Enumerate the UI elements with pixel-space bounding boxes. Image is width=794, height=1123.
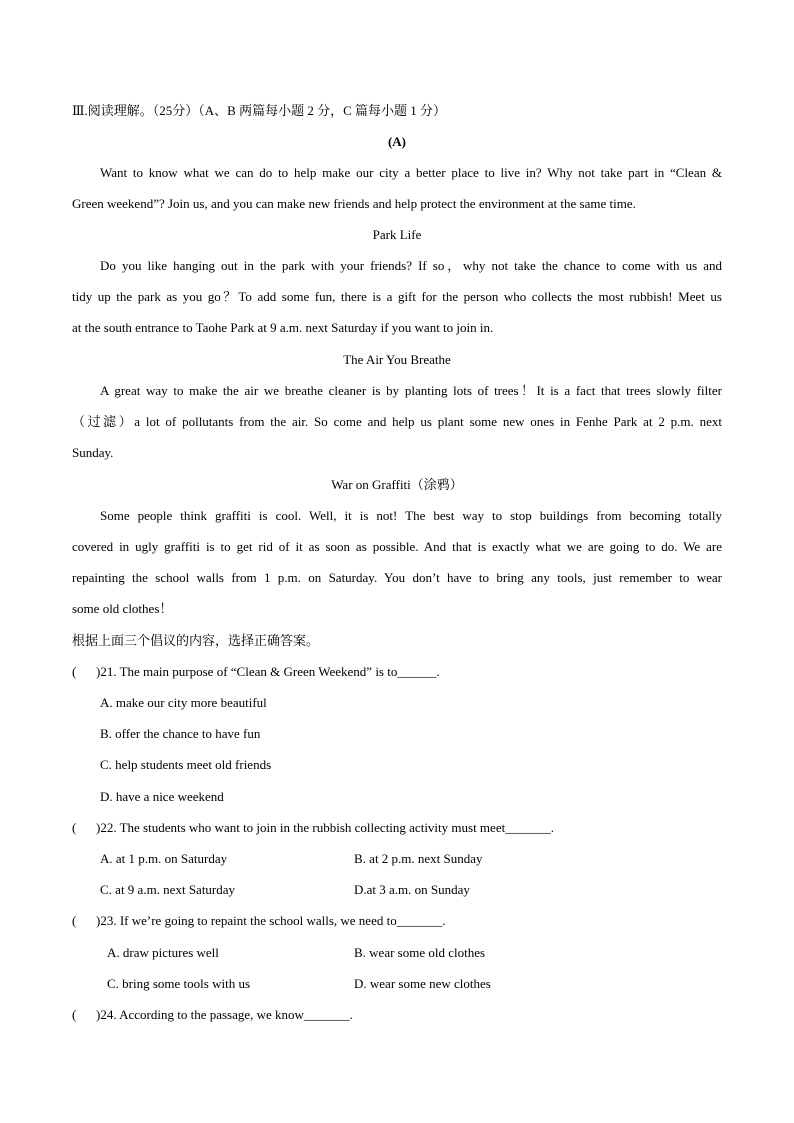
park-life-line-3: at the south entrance to Taohe Park at 9 a.m. next Saturday if you want to join in. (72, 320, 494, 335)
option-23-b: B. wear some old clothes (354, 945, 486, 960)
answer-blank-21[interactable]: ( (72, 664, 77, 679)
question-21 (72, 664, 440, 680)
option-22-b: B. at 2 p.m. next Sunday (354, 851, 483, 866)
question-23-stem: )23. If we’re going to repaint the school walls, we need to_______. (96, 913, 446, 928)
passage-label: (A) (387, 134, 407, 149)
air-line-2: （过滤）a lot of pollutants from the air. So come and help us plant some new ones in Fenhe Park at 2 p.m. next (72, 414, 722, 429)
option-21-d: D. have a nice weekend (100, 789, 224, 804)
section-header: Ⅲ.阅读理解。（25分）（A、B 两篇每小题 2 分，C 篇每小题 1 分） (72, 103, 447, 118)
question-22 (72, 820, 554, 836)
option-21-a: A. make our city more beautiful (100, 695, 267, 710)
option-21-c: C. help students meet old friends (100, 757, 272, 772)
intro-line-2: Green weekend”? Join us, and you can make new friends and help protect the environment at the same time. (72, 196, 636, 211)
section-title-graffiti: War on Graffiti（涂鸦） (331, 477, 463, 492)
air-line-1: A great way to make the air we breathe cleaner is by planting lots of trees！It is a fact that trees slowly filter (100, 383, 722, 398)
option-22-c: C. at 9 a.m. next Saturday (100, 882, 236, 897)
option-21-b: B. offer the chance to have fun (100, 726, 261, 741)
section-title-park-life: Park Life (372, 227, 422, 242)
question-24-stem: )24. According to the passage, we know_______. (96, 1007, 353, 1022)
air-line-3: Sunday. (72, 445, 114, 460)
intro-line-1: Want to know what we can do to help make our city a better place to live in? Why not take part in “Clean & (100, 165, 722, 180)
option-23-a: A. draw pictures well (107, 945, 219, 960)
option-23-c: C. bring some tools with us (107, 976, 251, 991)
option-22-d: D.at 3 a.m. on Sunday (354, 882, 470, 897)
graffiti-line-3: repainting the school walls from 1 p.m. on Saturday. You don’t have to bring any tools, just remember to wear (72, 570, 722, 585)
question-22-stem: )22. The students who want to join in the rubbish collecting activity must meet_______. (96, 820, 554, 835)
instruction: 根据上面三个倡议的内容，选择正确答案。 (72, 633, 320, 648)
park-life-line-1: Do you like hanging out in the park with your friends? If so，why not take the chance to come with us and (100, 258, 722, 273)
question-21-stem: )21. The main purpose of “Clean & Green Weekend” is to______. (96, 664, 440, 679)
park-life-line-2: tidy up the park as you go？To add some fun, there is a gift for the person who collects the most rubbish! Meet us (72, 289, 722, 304)
answer-blank-24[interactable]: ( (72, 1007, 77, 1022)
graffiti-line-4: some old clothes！ (72, 601, 173, 616)
option-22-a: A. at 1 p.m. on Saturday (100, 851, 228, 866)
question-24 (72, 1007, 353, 1023)
answer-blank-23[interactable]: ( (72, 913, 77, 928)
section-title-air: The Air You Breathe (343, 352, 451, 367)
graffiti-line-1: Some people think graffiti is cool. Well, it is not! The best way to stop buildings from becoming totally (100, 508, 722, 523)
question-23 (72, 913, 445, 929)
answer-blank-22[interactable]: ( (72, 820, 77, 835)
graffiti-line-2: covered in ugly graffiti is to get rid of it as soon as possible. And that is exactly what we are going to do. We are (72, 539, 722, 554)
option-23-d: D. wear some new clothes (354, 976, 491, 991)
